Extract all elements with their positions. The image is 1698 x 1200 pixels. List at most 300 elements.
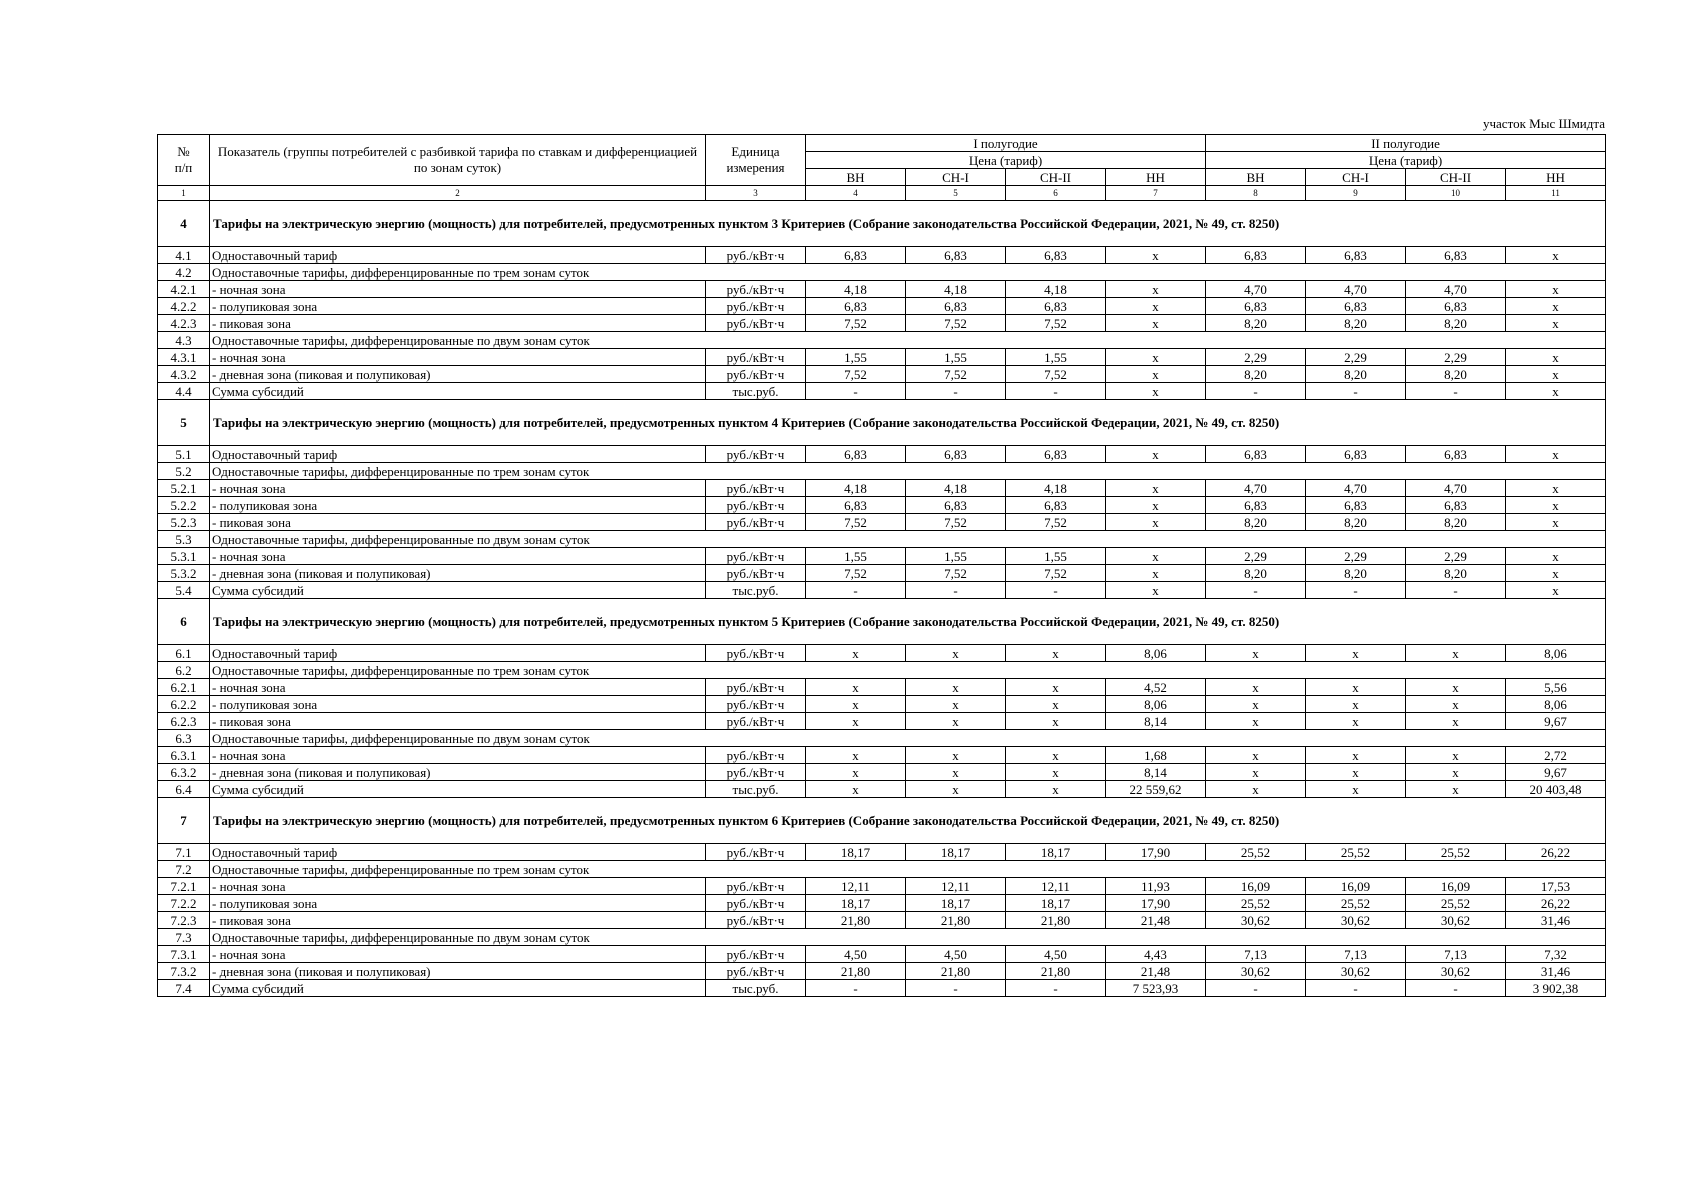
row-unit: руб./кВт·ч	[706, 912, 806, 929]
table-row	[158, 679, 1606, 696]
row-label: - полупиковая зона	[210, 895, 706, 912]
document-caption: участок Мыс Шмидта	[1483, 116, 1605, 131]
row-unit: руб./кВт·ч	[706, 480, 806, 497]
tariff-value: х	[1206, 645, 1306, 662]
tariff-value: 4,18	[1006, 281, 1106, 298]
header-unit: Единица измерения	[706, 135, 806, 186]
tariff-value: 8,20	[1206, 315, 1306, 332]
tariff-value: х	[1506, 349, 1606, 366]
row-number: 5.2	[158, 463, 210, 480]
tariff-value: 4,50	[1006, 946, 1106, 963]
row-label: - полупиковая зона	[210, 298, 706, 315]
tariff-value: х	[1106, 349, 1206, 366]
tariff-value: 7,52	[1006, 315, 1106, 332]
tariff-value: 25,52	[1406, 844, 1506, 861]
header-half-2: II полугодие	[1206, 135, 1606, 152]
tariff-value: 6,83	[806, 247, 906, 264]
tariff-value: х	[1506, 383, 1606, 400]
tariff-value: х	[906, 696, 1006, 713]
tariff-value: 25,52	[1206, 895, 1306, 912]
row-group-label: Одноставочные тарифы, дифференцированные по двум зонам суток	[210, 929, 1606, 946]
section-number: 4	[158, 201, 210, 247]
tariff-value: х	[1006, 696, 1106, 713]
tariff-value: 30,62	[1206, 912, 1306, 929]
row-group-label: Одноставочные тарифы, дифференцированные по двум зонам суток	[210, 730, 1606, 747]
tariff-value: 12,11	[1006, 878, 1106, 895]
tariff-value: 18,17	[1006, 895, 1106, 912]
header-voltage: СН-I	[906, 169, 1006, 186]
tariff-value: -	[1406, 980, 1506, 997]
table-header	[158, 135, 1606, 201]
tariff-value: х	[1306, 764, 1406, 781]
tariff-value: 6,83	[1206, 446, 1306, 463]
tariff-value: х	[906, 764, 1006, 781]
row-number: 7.2	[158, 861, 210, 878]
header-price-2: Цена (тариф)	[1206, 152, 1606, 169]
row-unit: руб./кВт·ч	[706, 696, 806, 713]
row-label: - пиковая зона	[210, 912, 706, 929]
tariff-value: 6,83	[1306, 497, 1406, 514]
tariff-value: -	[806, 383, 906, 400]
tariff-value: х	[906, 713, 1006, 730]
table-row	[158, 548, 1606, 565]
table-row	[158, 946, 1606, 963]
table-row	[158, 696, 1606, 713]
tariff-value: х	[1206, 696, 1306, 713]
tariff-value: 16,09	[1406, 878, 1506, 895]
tariff-value: 9,67	[1506, 713, 1606, 730]
tariff-value: 8,20	[1206, 565, 1306, 582]
tariff-value: -	[1006, 582, 1106, 599]
tariff-value: 8,20	[1306, 366, 1406, 383]
section-number: 7	[158, 798, 210, 844]
tariff-value: 25,52	[1306, 895, 1406, 912]
row-label: Одноставочный тариф	[210, 844, 706, 861]
row-number: 6.1	[158, 645, 210, 662]
tariff-value: х	[1106, 383, 1206, 400]
header-price-1: Цена (тариф)	[806, 152, 1206, 169]
tariff-value: х	[806, 747, 906, 764]
row-number: 6.2	[158, 662, 210, 679]
row-number: 4.2.3	[158, 315, 210, 332]
row-number: 6.3	[158, 730, 210, 747]
header-voltage: ВН	[806, 169, 906, 186]
tariff-value: 25,52	[1406, 895, 1506, 912]
table-row	[158, 929, 1606, 946]
row-unit: руб./кВт·ч	[706, 713, 806, 730]
row-label: - ночная зона	[210, 946, 706, 963]
tariff-value: х	[1206, 764, 1306, 781]
tariff-value: 6,83	[806, 298, 906, 315]
table-row	[158, 713, 1606, 730]
row-label: - ночная зона	[210, 548, 706, 565]
header-voltage: НН	[1506, 169, 1606, 186]
row-unit: руб./кВт·ч	[706, 679, 806, 696]
tariff-value: 4,18	[806, 480, 906, 497]
tariff-value: 8,20	[1406, 315, 1506, 332]
tariff-value: х	[1206, 713, 1306, 730]
tariff-value: х	[1106, 480, 1206, 497]
tariff-value: 3 902,38	[1506, 980, 1606, 997]
tariff-value: 21,80	[906, 963, 1006, 980]
table-row	[158, 878, 1606, 895]
column-number: 10	[1406, 186, 1506, 201]
row-number: 5.2.1	[158, 480, 210, 497]
tariff-value: х	[1206, 747, 1306, 764]
row-unit: тыс.руб.	[706, 781, 806, 798]
tariff-value: 26,22	[1506, 895, 1606, 912]
section-title-row	[158, 201, 1606, 247]
row-number: 5.3.2	[158, 565, 210, 582]
tariff-value: 7,52	[906, 565, 1006, 582]
tariff-value: 6,83	[1006, 446, 1106, 463]
tariff-value: 25,52	[1206, 844, 1306, 861]
row-label: - пиковая зона	[210, 514, 706, 531]
tariff-value: 1,55	[1006, 349, 1106, 366]
tariff-value: х	[1206, 679, 1306, 696]
tariff-value: 7,52	[806, 315, 906, 332]
tariff-value: 1,68	[1106, 747, 1206, 764]
row-label: - ночная зона	[210, 281, 706, 298]
tariff-value: х	[1106, 514, 1206, 531]
tariff-value: -	[1306, 582, 1406, 599]
tariff-value: 21,80	[806, 963, 906, 980]
row-number: 4.2.2	[158, 298, 210, 315]
tariff-value: х	[1506, 497, 1606, 514]
tariff-value: х	[1406, 781, 1506, 798]
header-half-1: I полугодие	[806, 135, 1206, 152]
row-number: 5.2.2	[158, 497, 210, 514]
tariff-value: 30,62	[1306, 912, 1406, 929]
row-unit: руб./кВт·ч	[706, 895, 806, 912]
tariff-value: -	[1006, 980, 1106, 997]
tariff-value: -	[806, 582, 906, 599]
tariff-value: 6,83	[1406, 446, 1506, 463]
row-label: - ночная зона	[210, 747, 706, 764]
tariff-value: 7,52	[1006, 514, 1106, 531]
row-unit: руб./кВт·ч	[706, 446, 806, 463]
row-group-label: Одноставочные тарифы, дифференцированные по трем зонам суток	[210, 861, 1606, 878]
table-row	[158, 247, 1606, 264]
tariff-value: 6,83	[906, 298, 1006, 315]
column-number: 6	[1006, 186, 1106, 201]
column-number: 2	[210, 186, 706, 201]
tariff-value: 6,83	[906, 247, 1006, 264]
row-unit: руб./кВт·ч	[706, 315, 806, 332]
row-label: Сумма субсидий	[210, 582, 706, 599]
tariff-value: 7,52	[806, 366, 906, 383]
row-number: 6.2.2	[158, 696, 210, 713]
row-label: - дневная зона (пиковая и полупиковая)	[210, 764, 706, 781]
tariff-value: 4,50	[906, 946, 1006, 963]
header-voltage: НН	[1106, 169, 1206, 186]
tariff-value: 1,55	[806, 548, 906, 565]
tariff-value: 30,62	[1406, 912, 1506, 929]
row-label: - ночная зона	[210, 480, 706, 497]
tariff-value: 21,80	[806, 912, 906, 929]
table-row	[158, 281, 1606, 298]
tariff-value: -	[1206, 980, 1306, 997]
tariff-value: -	[906, 383, 1006, 400]
row-unit: руб./кВт·ч	[706, 747, 806, 764]
row-label: Сумма субсидий	[210, 383, 706, 400]
tariff-value: х	[906, 747, 1006, 764]
tariff-value: 8,06	[1106, 696, 1206, 713]
tariff-value: 6,83	[1206, 247, 1306, 264]
row-unit: руб./кВт·ч	[706, 645, 806, 662]
table-row	[158, 662, 1606, 679]
table-row	[158, 582, 1606, 599]
tariff-value: 16,09	[1306, 878, 1406, 895]
section-title: Тарифы на электрическую энергию (мощность) для потребителей, предусмотренных пунктом 3 Критериев (Собрание законодательства Российской Федерации, 2021, № 49, ст. 8250)	[210, 201, 1606, 247]
table-row	[158, 747, 1606, 764]
table-row	[158, 531, 1606, 548]
tariff-value: х	[1106, 315, 1206, 332]
row-label: Одноставочный тариф	[210, 645, 706, 662]
tariff-value: 11,93	[1106, 878, 1206, 895]
section-title-row	[158, 400, 1606, 446]
row-number: 6.2.1	[158, 679, 210, 696]
tariff-value: х	[1506, 247, 1606, 264]
tariff-value: 6,83	[1406, 247, 1506, 264]
table-row	[158, 315, 1606, 332]
tariff-value: 4,18	[906, 480, 1006, 497]
tariff-value: 6,83	[1006, 497, 1106, 514]
row-number: 7.3	[158, 929, 210, 946]
table-row	[158, 781, 1606, 798]
table-row	[158, 963, 1606, 980]
tariff-value: х	[1306, 696, 1406, 713]
tariff-value: х	[1506, 298, 1606, 315]
row-unit: руб./кВт·ч	[706, 298, 806, 315]
tariff-value: 31,46	[1506, 963, 1606, 980]
tariff-value: 6,83	[1306, 247, 1406, 264]
tariff-value: 6,83	[906, 446, 1006, 463]
tariff-value: 4,70	[1306, 480, 1406, 497]
row-number: 7.2.1	[158, 878, 210, 895]
tariff-value: 7,13	[1206, 946, 1306, 963]
tariff-value: х	[806, 696, 906, 713]
tariff-value: х	[1306, 781, 1406, 798]
tariff-value: х	[1406, 696, 1506, 713]
tariff-value: 8,14	[1106, 764, 1206, 781]
table-row	[158, 514, 1606, 531]
tariff-value: 6,83	[1206, 497, 1306, 514]
table-row	[158, 383, 1606, 400]
tariff-value: 2,29	[1206, 349, 1306, 366]
tariff-value: 4,18	[1006, 480, 1106, 497]
tariff-value: 4,18	[806, 281, 906, 298]
tariff-value: 6,83	[1006, 247, 1106, 264]
tariff-value: 4,70	[1306, 281, 1406, 298]
row-number: 4.2.1	[158, 281, 210, 298]
tariff-value: 4,18	[906, 281, 1006, 298]
tariff-value: х	[1506, 315, 1606, 332]
row-group-label: Одноставочные тарифы, дифференцированные по трем зонам суток	[210, 463, 1606, 480]
tariff-value: -	[1006, 383, 1106, 400]
row-label: - дневная зона (пиковая и полупиковая)	[210, 366, 706, 383]
tariff-value: х	[806, 781, 906, 798]
table-row	[158, 463, 1606, 480]
row-label: Одноставочный тариф	[210, 446, 706, 463]
tariff-value: 8,14	[1106, 713, 1206, 730]
tariff-value: 25,52	[1306, 844, 1406, 861]
row-unit: руб./кВт·ч	[706, 946, 806, 963]
tariff-value: х	[1106, 497, 1206, 514]
tariff-value: х	[1406, 679, 1506, 696]
tariff-value: -	[1306, 980, 1406, 997]
row-unit: тыс.руб.	[706, 582, 806, 599]
tariff-value: 5,56	[1506, 679, 1606, 696]
tariff-value: х	[1006, 764, 1106, 781]
tariff-value: 4,52	[1106, 679, 1206, 696]
tariff-value: х	[1406, 747, 1506, 764]
tariff-value: х	[806, 679, 906, 696]
tariff-value: х	[1506, 548, 1606, 565]
tariff-value: 8,20	[1206, 366, 1306, 383]
tariff-value: 6,83	[1206, 298, 1306, 315]
row-unit: тыс.руб.	[706, 980, 806, 997]
tariff-value: 26,22	[1506, 844, 1606, 861]
table-row	[158, 861, 1606, 878]
tariff-value: 30,62	[1306, 963, 1406, 980]
row-number: 5.2.3	[158, 514, 210, 531]
tariff-value: х	[1306, 747, 1406, 764]
tariff-value: 16,09	[1206, 878, 1306, 895]
header-indicator: Показатель (группы потребителей с разбивкой тарифа по ставкам и дифференциацией по зонам суток)	[210, 135, 706, 186]
tariff-value: х	[1506, 281, 1606, 298]
row-number: 5.1	[158, 446, 210, 463]
tariff-value: 8,20	[1406, 565, 1506, 582]
tariff-value: х	[1506, 565, 1606, 582]
tariff-value: 8,20	[1306, 315, 1406, 332]
tariff-value: 30,62	[1206, 963, 1306, 980]
tariff-value: 2,29	[1306, 548, 1406, 565]
tariff-value: х	[1306, 679, 1406, 696]
row-number: 4.3	[158, 332, 210, 349]
row-number: 7.1	[158, 844, 210, 861]
column-number: 8	[1206, 186, 1306, 201]
row-label: - ночная зона	[210, 878, 706, 895]
tariff-value: 6,83	[1006, 298, 1106, 315]
tariff-value: х	[1106, 548, 1206, 565]
row-number: 4.4	[158, 383, 210, 400]
table-row	[158, 298, 1606, 315]
tariff-value: 7,52	[1006, 366, 1106, 383]
row-unit: руб./кВт·ч	[706, 548, 806, 565]
tariff-value: 7,52	[806, 514, 906, 531]
tariff-value: х	[1306, 713, 1406, 730]
row-label: Одноставочный тариф	[210, 247, 706, 264]
table-row	[158, 730, 1606, 747]
row-number: 4.2	[158, 264, 210, 281]
tariff-value: -	[1406, 383, 1506, 400]
tariff-value: 4,70	[1406, 480, 1506, 497]
tariff-value: х	[1506, 514, 1606, 531]
tariff-value: 6,83	[906, 497, 1006, 514]
tariff-value: х	[806, 713, 906, 730]
table-row	[158, 844, 1606, 861]
table-row	[158, 895, 1606, 912]
column-number: 11	[1506, 186, 1606, 201]
tariff-value: 7,13	[1406, 946, 1506, 963]
column-number: 5	[906, 186, 1006, 201]
row-number: 5.3	[158, 531, 210, 548]
tariff-value: 4,70	[1206, 480, 1306, 497]
tariff-value: -	[906, 582, 1006, 599]
tariff-value: 18,17	[806, 895, 906, 912]
table-row	[158, 645, 1606, 662]
tariff-value: 18,17	[806, 844, 906, 861]
tariff-value: 8,06	[1106, 645, 1206, 662]
tariff-value: 2,72	[1506, 747, 1606, 764]
tariff-value: 21,80	[1006, 912, 1106, 929]
header-num: № п/п	[158, 135, 210, 186]
table-row	[158, 980, 1606, 997]
row-group-label: Одноставочные тарифы, дифференцированные по двум зонам суток	[210, 332, 1606, 349]
row-label: - полупиковая зона	[210, 696, 706, 713]
tariff-value: 8,06	[1506, 645, 1606, 662]
tariff-value: х	[1106, 281, 1206, 298]
section-title-row	[158, 599, 1606, 645]
row-unit: руб./кВт·ч	[706, 349, 806, 366]
tariff-value: 8,20	[1306, 514, 1406, 531]
row-number: 6.4	[158, 781, 210, 798]
section-number: 6	[158, 599, 210, 645]
tariff-value: 22 559,62	[1106, 781, 1206, 798]
column-number: 1	[158, 186, 210, 201]
row-number: 7.4	[158, 980, 210, 997]
tariff-value: -	[906, 980, 1006, 997]
tariff-value: 21,80	[1006, 963, 1106, 980]
tariff-value: 18,17	[906, 895, 1006, 912]
tariff-value: 4,50	[806, 946, 906, 963]
tariff-value: х	[806, 764, 906, 781]
column-number: 9	[1306, 186, 1406, 201]
section-title: Тарифы на электрическую энергию (мощность) для потребителей, предусмотренных пунктом 6 Критериев (Собрание законодательства Российской Федерации, 2021, № 49, ст. 8250)	[210, 798, 1606, 844]
tariff-value: 1,55	[806, 349, 906, 366]
tariff-value: 8,20	[1406, 366, 1506, 383]
table-row	[158, 497, 1606, 514]
tariff-value: 7 523,93	[1106, 980, 1206, 997]
tariff-value: -	[806, 980, 906, 997]
row-number: 5.4	[158, 582, 210, 599]
tariff-value: х	[1306, 645, 1406, 662]
tariff-value: 2,29	[1306, 349, 1406, 366]
tariff-value: 21,48	[1106, 912, 1206, 929]
tariff-value: 12,11	[906, 878, 1006, 895]
tariff-value: 17,90	[1106, 895, 1206, 912]
tariff-value: х	[1406, 764, 1506, 781]
header-voltage: СН-II	[1006, 169, 1106, 186]
tariff-value: х	[906, 679, 1006, 696]
tariff-value: 2,29	[1406, 548, 1506, 565]
tariff-value: х	[906, 781, 1006, 798]
row-unit: руб./кВт·ч	[706, 844, 806, 861]
row-number: 7.3.1	[158, 946, 210, 963]
table-row	[158, 446, 1606, 463]
table-row	[158, 332, 1606, 349]
tariff-value: 7,32	[1506, 946, 1606, 963]
tariff-value: х	[1406, 713, 1506, 730]
row-unit: руб./кВт·ч	[706, 878, 806, 895]
column-number: 3	[706, 186, 806, 201]
row-label: - ночная зона	[210, 679, 706, 696]
row-unit: руб./кВт·ч	[706, 565, 806, 582]
tariff-value: -	[1406, 582, 1506, 599]
tariff-value: 8,20	[1406, 514, 1506, 531]
tariff-value: 7,52	[806, 565, 906, 582]
